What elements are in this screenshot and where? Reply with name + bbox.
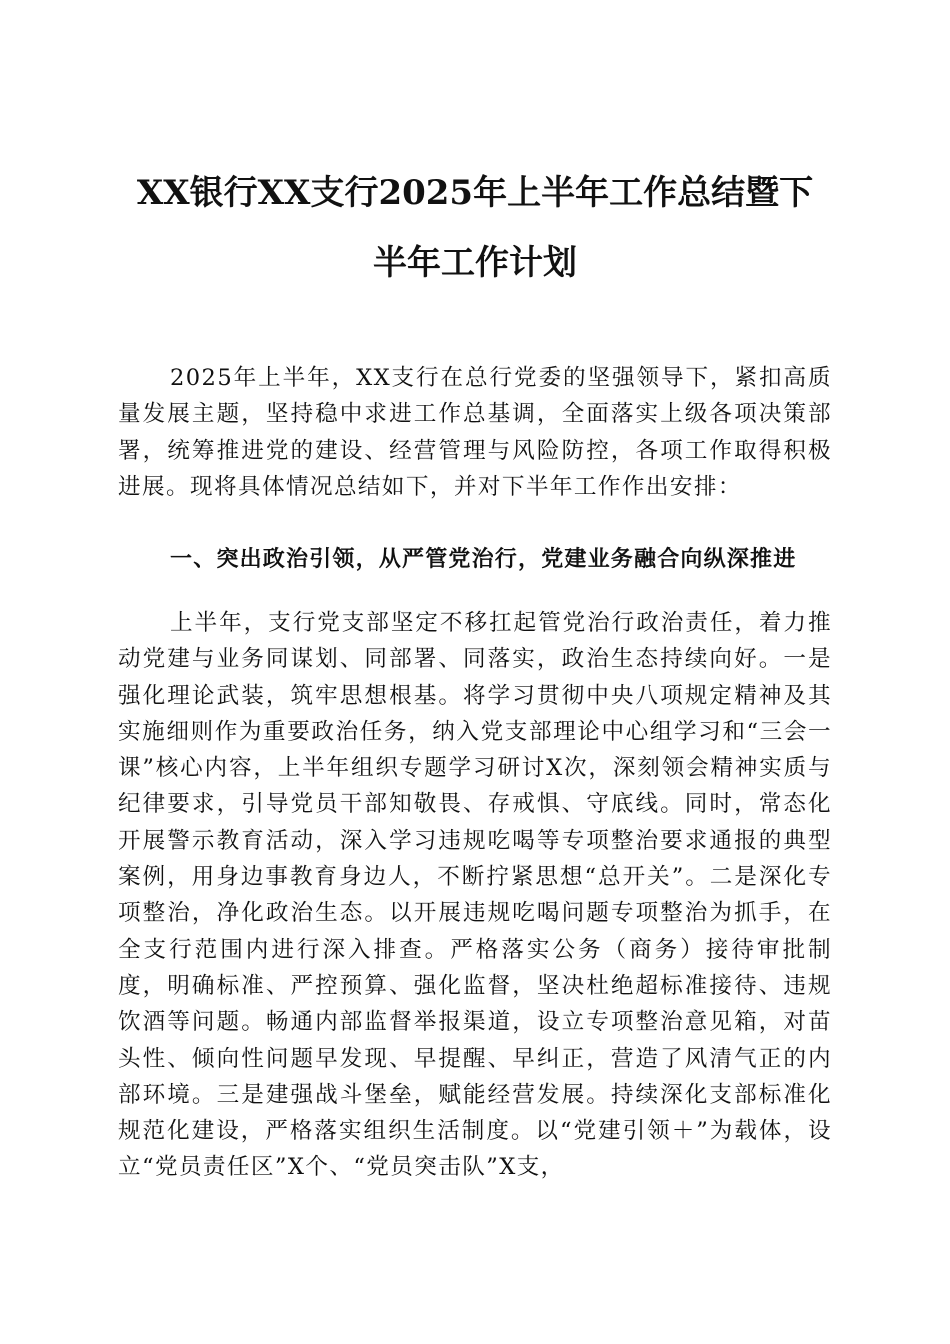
document-title-line-2: 半年工作计划 xyxy=(373,243,577,283)
intro-paragraph: 2025年上半年，XX支行在总行党委的坚强领导下，紧扣高质量发展主题，坚持稳中求进工作总基调，全面落实上级各项决策部署，统筹推进党的建设、经营管理与风险防控，各项工作取得积极进展。现将具体情况总结如下，并对下半年工作作出安排： xyxy=(118,365,832,500)
section-1-paragraph: 上半年，支行党支部坚定不移扛起管党治行政治责任，着力推动党建与业务同谋划、同部署、同落实，政治生态持续向好。一是强化理论武装，筑牢思想根基。将学习贯彻中央八项规定精神及其实施细则作为重要政治任务，纳入党支部理论中心组学习和“三会一课”核心内容，上半年组织专题学习研讨X次，深刻领会精神实质与纪律要求，引导党员干部知敬畏、存戒惧、守底线。同时，常态化开展警示教育活动，深入学习违规吃喝等专项整治要求通报的典型案例，用身边事教育身边人，不断拧紧思想“总开关”。二是深化专项整治，净化政治生态。以开展违规吃喝问题专项整治为抓手，在全支行范围内进行深入排查。严格落实公务（商务）接待审批制度，明确标准、严控预算、强化监督，坚决杜绝超标准接待、违规饮酒等问题。畅通内部监督举报渠道，设立专项整治意见箱，对苗头性、倾向性问题早发现、早提醒、早纠正，营造了风清气正的内部环境。三是建强战斗堡垒，赋能经营发展。持续深化支部标准化规范化建设，严格落实组织生活制度。以“党建引领＋”为载体，设立“党员责任区”X个、“党员突击队”X支， xyxy=(118,610,832,1181)
section-1-heading: 一、突出政治引领，从严管党治行，党建业务融合向纵深推进 xyxy=(170,547,797,572)
document-title-line-1: XX银行XX支行2025年上半年工作总结暨下 xyxy=(136,173,814,213)
